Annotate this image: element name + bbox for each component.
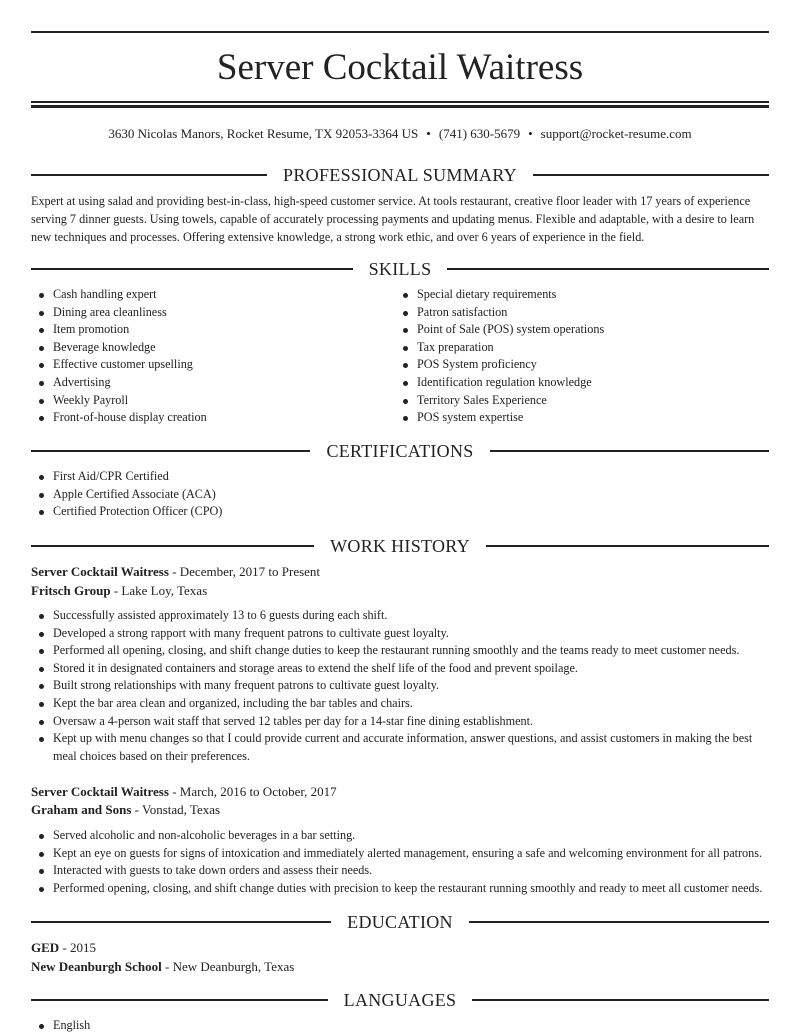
- title-double-rule-top: [31, 101, 769, 103]
- skills-heading: SKILLS: [368, 259, 432, 279]
- job-title-line: [31, 563, 320, 581]
- duty-item: Performed opening, closing, and shift change duties with precision to keep the restaurant running smoothly and ready to meet all customer needs.: [31, 880, 781, 898]
- education-school-line: [31, 958, 294, 976]
- education-degree: GED: [31, 940, 60, 955]
- job-company-line: [31, 801, 220, 819]
- duty-item: Interacted with guests to take down orders and assess their needs.: [31, 862, 781, 880]
- job-company: Fritsch Group: [31, 583, 111, 598]
- skill-item: Beverage knowledge: [31, 339, 207, 357]
- skill-item: Weekly Payroll: [31, 392, 207, 410]
- section-heading-summary: [31, 163, 769, 187]
- section-heading-education: [31, 910, 769, 934]
- duty-item: Developed a strong rapport with many frequent patrons to cultivate guest loyalty.: [31, 625, 771, 643]
- skills-list-right: [395, 286, 604, 427]
- contact-separator: •: [426, 126, 431, 141]
- duty-item: Kept the bar area clean and organized, including the bar tables and chairs.: [31, 695, 771, 713]
- duty-item: Performed all opening, closing, and shift change duties to keep the restaurant running smoothly and the teams ready to meet customer needs.: [31, 642, 771, 660]
- duty-item: Built strong relationships with many frequent patrons to cultivate guest loyalty.: [31, 677, 771, 695]
- summary-text: Expert at using salad and providing best-in-class, high-speed customer service. At tools restaurant, creative floor leader with 17 years of experience serving 7 dinner guests. Using towels, capable of accurately processing payments and updating menus. Flexible and adaptable, with a desire to learn new techniques and processes. Offering extensive knowledge, a strong work ethic, and over 6 years of experience in the field.: [31, 194, 755, 244]
- job-location: - Vonstad, Texas: [134, 802, 221, 817]
- section-heading-languages: [31, 988, 769, 1012]
- languages-heading: LANGUAGES: [343, 990, 457, 1010]
- section-heading-skills: [31, 257, 769, 281]
- duty-item: Stored it in designated containers and storage areas to extend the shelf life of the food and prevent spoilage.: [31, 660, 771, 678]
- contact-line: [0, 125, 800, 143]
- page-title: Server Cocktail Waitress: [216, 47, 584, 88]
- skill-item: Patron satisfaction: [395, 304, 604, 322]
- duty-item: Served alcoholic and non-alcoholic beverages in a bar setting.: [31, 827, 781, 845]
- skill-item: Item promotion: [31, 321, 207, 339]
- skill-item: Advertising: [31, 374, 207, 392]
- skill-item: Special dietary requirements: [395, 286, 604, 304]
- languages-list: [31, 1017, 90, 1035]
- contact-separator: •: [528, 126, 533, 141]
- certification-item: Certified Protection Officer (CPO): [31, 503, 222, 521]
- skill-item: Front-of-house display creation: [31, 409, 207, 427]
- certification-item: First Aid/CPR Certified: [31, 468, 222, 486]
- education-degree-line: [31, 939, 96, 957]
- education-heading: EDUCATION: [347, 912, 453, 932]
- skill-item: Point of Sale (POS) system operations: [395, 321, 604, 339]
- duty-item: Oversaw a 4-person wait staff that served 12 tables per day for a 14-star fine dining establishment.: [31, 713, 771, 731]
- skills-list-left: [31, 286, 207, 427]
- certifications-heading: CERTIFICATIONS: [326, 441, 474, 461]
- job-title: Server Cocktail Waitress: [31, 784, 169, 799]
- job-duties-list: [31, 827, 781, 897]
- contact-address: 3630 Nicolas Manors, Rocket Resume, TX 92053-3364 US: [108, 126, 419, 141]
- skill-item: Dining area cleanliness: [31, 304, 207, 322]
- education-location: - New Deanburgh, Texas: [165, 959, 295, 974]
- education-year: - 2015: [62, 940, 97, 955]
- skill-item: Tax preparation: [395, 339, 604, 357]
- job-dates: - December, 2017 to Present: [172, 564, 321, 579]
- skill-item: Identification regulation knowledge: [395, 374, 604, 392]
- title-double-rule-bottom: [31, 105, 769, 108]
- skill-item: POS system expertise: [395, 409, 604, 427]
- skill-item: POS System proficiency: [395, 356, 604, 374]
- job-duties-list: [31, 607, 771, 765]
- duty-item: Successfully assisted approximately 13 to 6 guests during each shift.: [31, 607, 771, 625]
- top-rule: [31, 31, 769, 33]
- certification-item: Apple Certified Associate (ACA): [31, 486, 222, 504]
- skill-item: Effective customer upselling: [31, 356, 207, 374]
- education-school: New Deanburgh School: [31, 959, 162, 974]
- job-location: - Lake Loy, Texas: [113, 583, 208, 598]
- summary-heading: PROFESSIONAL SUMMARY: [283, 165, 517, 185]
- job-title: Server Cocktail Waitress: [31, 564, 169, 579]
- job-company: Graham and Sons: [31, 802, 132, 817]
- contact-phone: (741) 630-5679: [438, 126, 521, 141]
- duty-item: Kept an eye on guests for signs of intoxication and immediately alerted management, ensuring a safe and welcoming environment for all patrons.: [31, 845, 781, 863]
- job-dates: - March, 2016 to October, 2017: [172, 784, 337, 799]
- section-heading-certifications: [31, 439, 769, 463]
- job-company-line: [31, 582, 207, 600]
- language-item: English: [31, 1017, 90, 1035]
- contact-email: support@rocket-resume.com: [540, 126, 692, 141]
- certifications-list: [31, 468, 222, 521]
- job-title-line: [31, 783, 337, 801]
- skill-item: Territory Sales Experience: [395, 392, 604, 410]
- section-heading-work: [31, 534, 769, 558]
- work-heading: WORK HISTORY: [330, 536, 470, 556]
- duty-item: Kept up with menu changes so that I could provide current and accurate information, answer questions, and assist customers in making the best meal choices based on their preferences.: [31, 730, 771, 765]
- skill-item: Cash handling expert: [31, 286, 207, 304]
